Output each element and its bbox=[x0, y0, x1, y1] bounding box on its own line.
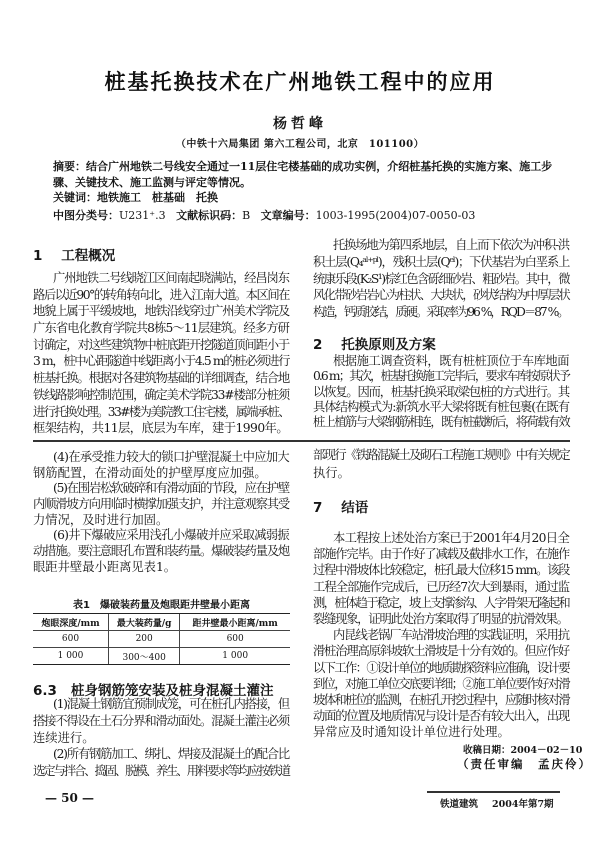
section-7-heading: 7 结语 bbox=[313, 500, 369, 516]
text-line: 积土层(Q₄ᵃˡ⁺ᵖˡ)，残积土层(Qᵉˡ)；下伏基岩为白垩系上 bbox=[313, 254, 569, 269]
text-line: (1)混凝土钢筋宜预制成笼，可在桩孔内搭接，但 bbox=[53, 697, 289, 711]
keywords bbox=[53, 189, 553, 206]
table-row bbox=[33, 648, 290, 665]
section-6-3-continued bbox=[313, 446, 569, 482]
classification bbox=[53, 207, 553, 224]
affiliation: （中铁十六局集团 第六工程公司，北京 101100） bbox=[175, 139, 425, 150]
text-line: 搭接不得设在土石分界和滑动面处。混凝土灌注必须 bbox=[33, 713, 289, 728]
text-line: 力情况，及时进行加固。 bbox=[33, 512, 169, 527]
text-line: 部施作完毕。由于作好了减载及截排水工作，在施作 bbox=[313, 547, 569, 562]
keywords-label: 关键词： bbox=[53, 191, 97, 204]
text-line: 托换场地为第四系地层，自上而下依次为冲积-洪 bbox=[333, 238, 569, 252]
author: 杨哲峰 bbox=[273, 116, 327, 132]
footer-rule bbox=[427, 791, 560, 793]
journal-issue: 2004年第7期 bbox=[492, 799, 554, 810]
abstract-label: 摘要： bbox=[53, 160, 86, 173]
table-cell: 200 bbox=[109, 631, 180, 648]
text-line: (2)所有钢筋加工、绑扎、焊接及混凝土的配合比 bbox=[53, 747, 289, 762]
text-line: 眼距井壁最小距离见表1。 bbox=[33, 559, 177, 574]
section-6-3-body bbox=[33, 696, 289, 780]
received-date: 收稿日期：2004－02－10 bbox=[463, 745, 583, 756]
section-1-heading: 1 工程概况 bbox=[33, 248, 116, 264]
text-line: 过程中滑坡体比较稳定，桩孔最大位移15 mm。该段 bbox=[313, 563, 569, 578]
text-line: 动面的位置及地质情况与设计是否有较大出入，出现 bbox=[313, 709, 569, 724]
text-line: 统康乐段(K₂S¹)棕红色含砾细砂岩、粗砂岩。其中，微 bbox=[313, 271, 569, 286]
text-line: 执行。 bbox=[313, 466, 350, 480]
text-line: 桩基托换。根据对各建筑物基础的详细调查，结合地 bbox=[33, 371, 289, 386]
table-1 bbox=[33, 613, 290, 665]
clc-label: 中图分类号： bbox=[53, 209, 119, 222]
text-line: 工程全部施作完成后，已历经7次大到暴雨，通过监 bbox=[313, 579, 569, 594]
text-line: 连续进行。 bbox=[33, 730, 95, 745]
table-header-row bbox=[33, 614, 290, 631]
text-line: 选定与拌合、捣固、脱模、养生、用料要求等均应按铁道 bbox=[33, 764, 289, 779]
text-line: 部现行《铁路混凝土及砌石工程施工规则》中有关规定 bbox=[313, 448, 569, 462]
text-line: 本工程按上述处治方案已于2001年4月20日全 bbox=[333, 531, 569, 545]
doc-code-value: B bbox=[242, 209, 251, 222]
section-6-3-heading: 6.3 桩身钢筋笼安装及桩身混凝土灌注 bbox=[33, 683, 274, 699]
text-line: (4)在承受推力较大的锁口护壁混凝土中应加大 bbox=[53, 450, 289, 464]
table-header: 炮眼深度/mm bbox=[33, 614, 109, 631]
geology-body bbox=[313, 237, 569, 321]
article-no-label: 文章编号： bbox=[260, 209, 316, 222]
doc-code-label: 文献标识码： bbox=[176, 209, 243, 222]
text-line: 框架结构，共11层，底层为车库，建于1990年。 bbox=[33, 421, 289, 436]
text-line: 具体结构模式为:新筑水平大梁将既有桩包裹(在既有 bbox=[313, 399, 569, 414]
table-cell: 300～400 bbox=[109, 648, 180, 665]
text-line: 进行托换处理。33#楼为美院教工住宅楼，属端承桩、 bbox=[33, 404, 289, 419]
table-header: 最大装药量/g bbox=[109, 614, 180, 631]
text-line: 滑桩治理高原斜坡软土滑坡是十分有效的。但应作好 bbox=[313, 644, 569, 659]
section-1-body bbox=[33, 270, 289, 437]
table-1-caption: 表1 爆破装药量及炮眼距井壁最小距离 bbox=[73, 600, 250, 611]
text-line: 广州地铁二号线晓江区间南起晓满站，经昌岗东 bbox=[53, 271, 289, 285]
paper-title: 桩基托换技术在广州地铁工程中的应用 bbox=[104, 70, 496, 94]
text-line: (5)在围岩松软破碎和有滑动面的节段，应在护壁 bbox=[53, 481, 289, 496]
text-line: 坡体和桩位的监测，在桩孔开挖过程中，应随时核对滑 bbox=[313, 692, 569, 707]
section-7-body bbox=[313, 530, 569, 740]
section-2-body bbox=[313, 354, 569, 430]
section-divider bbox=[33, 440, 570, 442]
table-cell: 600 bbox=[33, 631, 109, 648]
text-line: 路后以近90°的转角转向北，进入江南大道。本区间在 bbox=[33, 287, 289, 302]
table-cell: 600 bbox=[180, 631, 290, 648]
text-line: 广东省电化教育学院共8栋5～11层建筑。经多方研 bbox=[33, 321, 289, 336]
article-no-value: 1003-1995(2004)07-0050-03 bbox=[315, 209, 476, 222]
table-row bbox=[33, 631, 290, 648]
text-line: 内昆线老锅厂车站滑坡治理的实践证明，采用抗 bbox=[333, 628, 569, 643]
text-line: 风化带砂岩岩心为柱状、大块状，砂状结构为中厚层状 bbox=[313, 288, 569, 303]
abstract-text: 结合广州地铁二号线安全通过一11层住宅楼基础的成功实例，介绍桩基托换的实施方案、施工步 bbox=[86, 160, 553, 173]
text-line: 动措施。要注意眼孔布置和装药量。爆破装药量及炮 bbox=[33, 544, 289, 559]
abstract bbox=[53, 159, 553, 191]
text-line: 异常应及时通知设计单位进行处理。 bbox=[313, 725, 510, 740]
abstract-line bbox=[53, 159, 553, 175]
table-cell: 1 000 bbox=[180, 648, 290, 665]
text-line: 铁线路影响控制范围，确定美术学院33#楼部分桩须 bbox=[33, 387, 289, 402]
table-header: 距井壁最小距离/mm bbox=[180, 614, 290, 631]
text-line: 到位，对施工单位交底要详细；②施工单位要作好对滑 bbox=[313, 676, 569, 691]
text-line: 测，桩体趋于稳定，坡上支撑渗沟、人字骨架无隆起和 bbox=[313, 595, 569, 610]
responsible-editor: （责任审编 孟庆伶） bbox=[457, 757, 592, 771]
abstract-line: 骤、关键技术、施工监测与评定等情况。 bbox=[53, 176, 251, 189]
text-line: 内顺滑坡方向用临时横撑加强支护，并注意观察其受 bbox=[33, 497, 289, 512]
text-line: 构造，钙质胶结，质硬。采取率为96 %，RQD＝87 %。 bbox=[313, 305, 568, 319]
keywords-text: 地铁施工 桩基础 托换 bbox=[97, 191, 218, 204]
text-line: 裂缝现象，证明此处治方案取得了明显的抗滑效果。 bbox=[313, 611, 568, 626]
section-2-heading: 2 托换原则及方案 bbox=[313, 337, 436, 353]
journal-name: 铁道建筑 bbox=[440, 799, 479, 810]
text-line: 讨确定，对这些建筑物中桩底距开挖隧道顶间距小于 bbox=[33, 337, 289, 352]
text-line: 3 m，桩中心距隧道中线距离小于4.5 m的桩必须进行 bbox=[33, 354, 289, 369]
text-line: 桩上植筋与大梁钢筋相连，既有桩截断后，将荷载有效 bbox=[313, 415, 569, 430]
text-line: 以下工作：①设计单位的地质勘探资料应准确，设计要 bbox=[313, 660, 569, 675]
construction-notes bbox=[33, 450, 289, 576]
text-line: 钢筋配置，在滑动面处的护壁厚度应加强。 bbox=[33, 465, 267, 480]
table-cell: 1 000 bbox=[33, 648, 109, 665]
text-line: 以恢复。因而，桩基托换采取梁包桩的方式进行。其 bbox=[313, 384, 569, 399]
clc-value: U231⁺.3 bbox=[119, 209, 166, 222]
page-number: — 50 — bbox=[45, 791, 95, 805]
text-line: 地貌上属于平缓坡地，地铁沿线穿过广州美术学院及 bbox=[33, 304, 289, 319]
text-line: (6)井下爆破应采用浅孔小爆破并应采取减弱振 bbox=[53, 528, 289, 543]
text-line: 0.6 m；其次，桩基托换施工完毕后，要求车库按原状予 bbox=[313, 369, 569, 384]
text-line: 根据施工调查资料，既有桩桩顶位于车库地面 bbox=[333, 354, 569, 368]
